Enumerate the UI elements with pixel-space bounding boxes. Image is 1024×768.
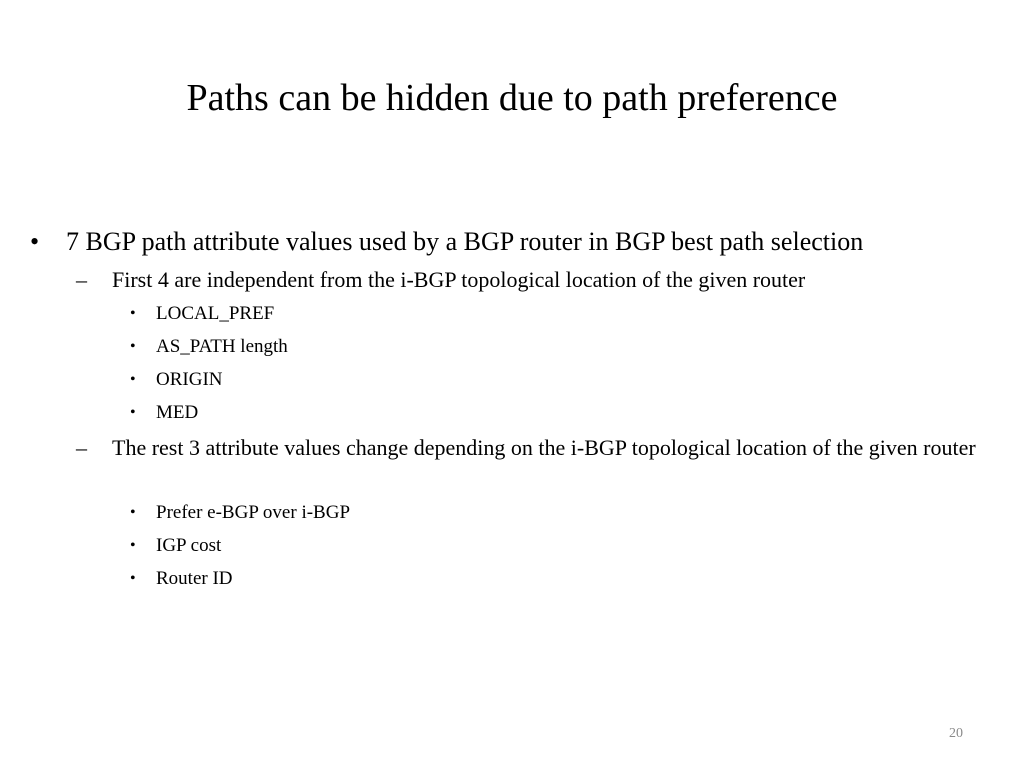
bullet-level2-item: [76, 433, 992, 463]
bullet-text: Router ID: [156, 568, 233, 589]
bullet-text: IGP cost: [156, 535, 222, 556]
bullet-text: The rest 3 attribute values change depending on the i-BGP topological location of the given router: [112, 435, 976, 460]
bullet-level3-item: [130, 566, 233, 592]
bullet-icon: •: [30, 227, 40, 256]
bullet-level3-item: [130, 367, 223, 393]
dash-icon: –: [76, 267, 87, 292]
bullet-icon: •: [130, 404, 136, 421]
bullet-level3-item: [130, 500, 351, 526]
bullet-level3-item: [130, 400, 199, 426]
bullet-text: MED: [156, 402, 199, 423]
dash-icon: –: [76, 435, 87, 460]
bullet-icon: •: [130, 504, 136, 521]
bullet-icon: •: [130, 537, 136, 554]
bullet-level3-item: [130, 301, 275, 327]
bullet-level3-item: [130, 533, 222, 559]
bullet-text: First 4 are independent from the i-BGP topological location of the given router: [112, 267, 806, 292]
bullet-icon: •: [130, 371, 136, 388]
bullet-level2-item: [76, 265, 1002, 295]
bullet-icon: •: [130, 570, 136, 587]
bullet-text: AS_PATH length: [156, 336, 288, 357]
bullet-text: LOCAL_PREF: [156, 303, 275, 324]
bullet-text: 7 BGP path attribute values used by a BGP router in BGP best path selection: [66, 227, 864, 256]
bullet-text: Prefer e-BGP over i-BGP: [156, 502, 351, 523]
bullet-icon: •: [130, 338, 136, 355]
bullet-level3-item: [130, 334, 288, 360]
bullet-level1-item: [30, 225, 1006, 259]
page-number: 20: [949, 726, 963, 741]
bullet-text: ORIGIN: [156, 369, 223, 390]
bullet-icon: •: [130, 305, 136, 322]
slide-title: Paths can be hidden due to path preference: [186, 77, 838, 119]
